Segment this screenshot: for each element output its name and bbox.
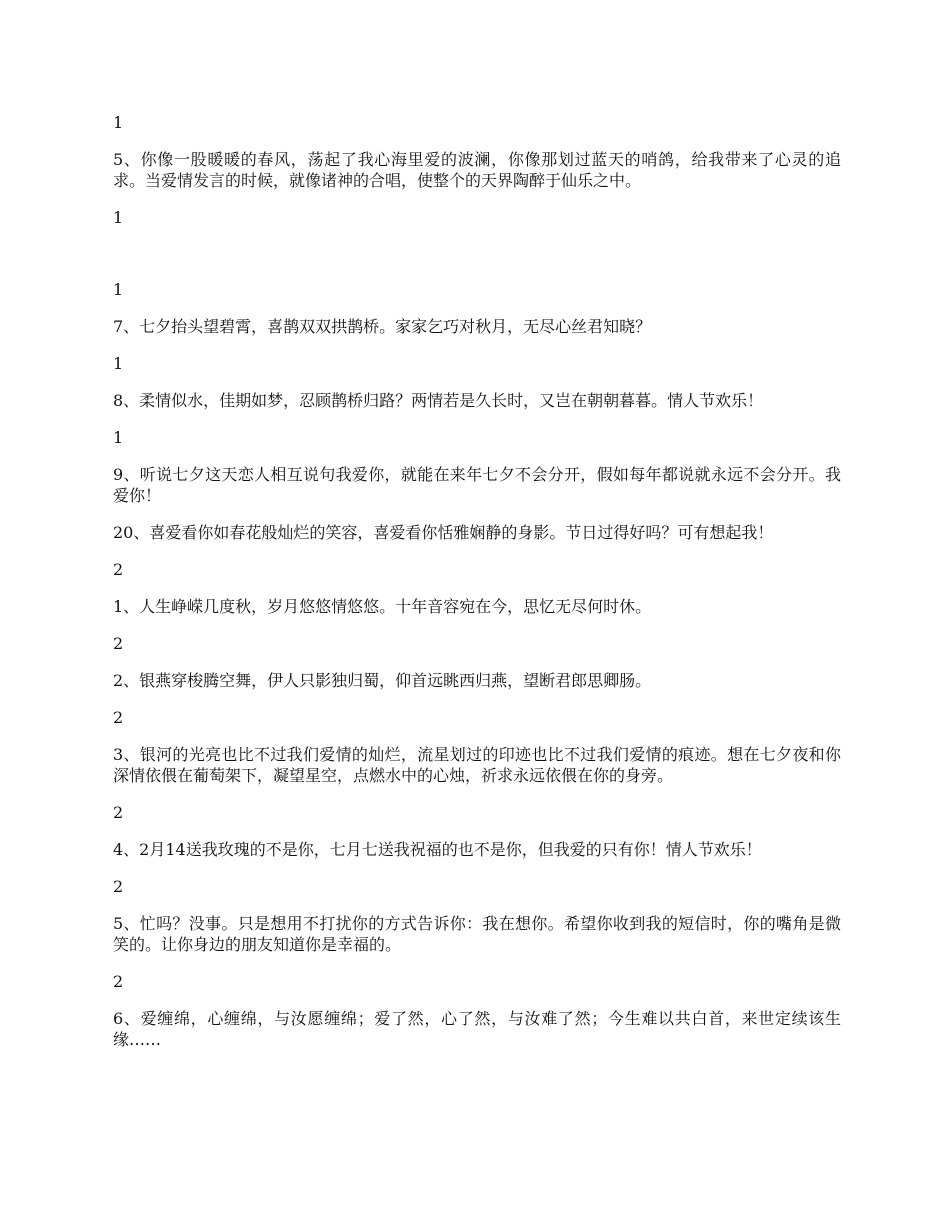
paragraph: 7、七夕抬头望碧霄，喜鹊双双拱鹊桥。家家乞巧对秋月，无尽心丝君知晓？ [113,317,652,336]
paragraph: 20、喜爱看你如春花般灿烂的笑容，喜爱看你恬雅娴静的身影。节日过得好吗？可有想起我！ [113,523,774,542]
section-number: 1 [113,208,124,227]
section-number: 1 [113,428,124,447]
paragraph: 5、忙吗？没事。只是想用不打扰你的方式告诉你：我在想你。希望你收到我的短信时，你的嘴角是微笑的。让你身边的朋友知道你是幸福的。 [113,914,841,954]
paragraph: 4、2月14送我玫瑰的不是你，七月七送我祝福的也不是你，但我爱的只有你！情人节欢乐！ [113,840,762,859]
section-number: 2 [113,972,124,991]
section-number: 2 [113,708,124,727]
paragraph: 5、你像一股暖暖的春风，荡起了我心海里爱的波澜，你像那划过蓝天的哨鸽，给我带来了心灵的追求。当爱情发言的时候，就像诸神的合唱，使整个的天界陶醉于仙乐之中。 [113,150,841,190]
document-body [113,112,841,1066]
blank-space [113,244,841,279]
paragraph: 2、银燕穿梭腾空舞，伊人只影独归蜀，仰首远眺西归燕，望断君郎思卿肠。 [113,671,652,690]
section-number: 2 [113,877,124,896]
section-number: 2 [113,560,124,579]
section-number: 1 [113,280,124,299]
section-number: 2 [113,634,124,653]
paragraph: 9、听说七夕这天恋人相互说句我爱你，就能在来年七夕不会分开，假如每年都说就永远不会分开。我爱你！ [113,465,841,505]
paragraph: 8、柔情似水，佳期如梦，忍顾鹊桥归路？两情若是久长时，又岂在朝朝暮暮。情人节欢乐！ [113,391,764,410]
section-number: 1 [113,113,124,132]
paragraph: 3、银河的光亮也比不过我们爱情的灿烂，流星划过的印迹也比不过我们爱情的痕迹。想在七夕夜和你深情依偎在葡萄架下，凝望星空，点燃水中的心烛，祈求永远依偎在你的身旁。 [113,745,841,785]
paragraph: 6、爱缠绵，心缠绵，与汝愿缠绵；爱了然，心了然，与汝难了然；今生难以共白首，来世定续该生缘…… [113,1009,841,1049]
section-number: 1 [113,354,124,373]
section-number: 2 [113,803,124,822]
paragraph: 1、人生峥嵘几度秋，岁月悠悠情悠悠。十年音容宛在今，思忆无尽何时休。 [113,597,652,616]
